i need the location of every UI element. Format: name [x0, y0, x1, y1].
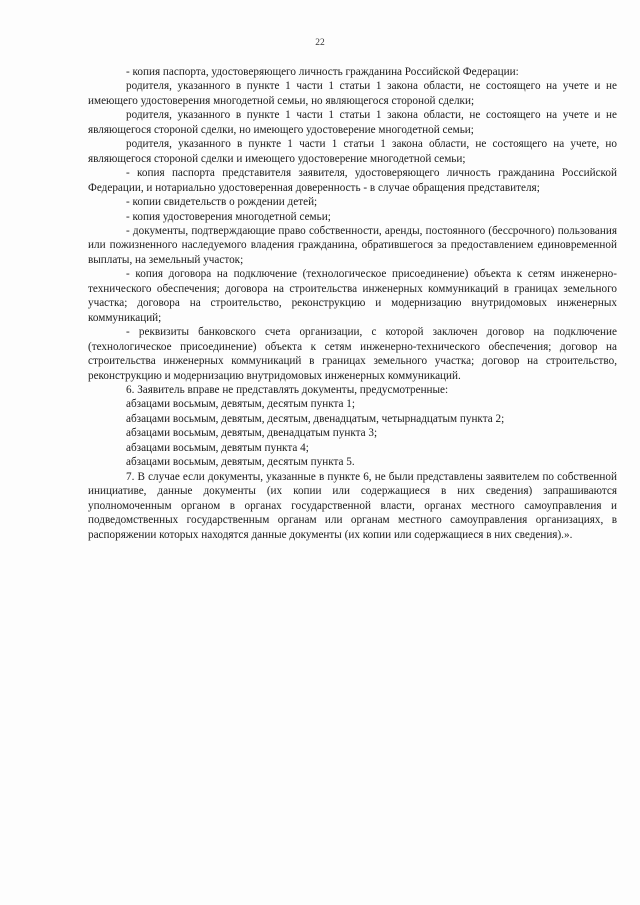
paragraph-representative-passport: - копия паспорта представителя заявителя, удостоверяющего личность гражданина Российской Федерации, и нотариально удостоверенная доверенность - в случае обращения представителя;	[88, 167, 617, 194]
paragraph-land-rights-documents: - документы, подтверждающие право собственности, аренды, постоянного (бессрочного) пользования или пожизненного наследуемого владения гражданина, обратившегося за предоставлением единовременной выплаты, на земельный участок;	[88, 224, 617, 266]
paragraph-bank-details: - реквизиты банковского счета организации, с которой заключен договор на подключение (технологическое присоединение) объекта к сетям инженерно-технического обеспечения; договор на строительства инженерных коммуникаций в границах земельного участка; договор на строительство, реконструкцию и модернизацию внутридомовых инженерных коммуникаций.	[88, 326, 617, 382]
paragraph-item-6-clause-5: абзацами восьмым, девятым, десятым пункта 5.	[126, 456, 355, 469]
paragraph-parent-case-3: родителя, указанного в пункте 1 части 1 статьи 1 закона области, не состоящего на учете, но являющегося стороной сделки и имеющего удостоверение многодетной семьи;	[88, 138, 617, 165]
paragraph-item-6-clause-4: абзацами восьмым, девятым пункта 4;	[126, 441, 309, 454]
paragraph-item-6-clause-1: абзацами восьмым, девятым, десятым пункта 1;	[126, 398, 355, 411]
paragraph-item-6-clause-3: абзацами восьмым, девятым, двенадцатым пункта 3;	[126, 427, 378, 440]
paragraph-birth-certificates: - копии свидетельств о рождении детей;	[126, 196, 318, 209]
paragraph-passport-copy: - копия паспорта, удостоверяющего личность гражданина Российской Федерации:	[126, 66, 519, 78]
document-body	[88, 65, 617, 542]
paragraph-parent-case-1: родителя, указанного в пункте 1 части 1 статьи 1 закона области, не состоящего на учете и не имеющего удостоверения многодетной семьи, но являющегося стороной сделки;	[88, 80, 617, 107]
page-number: 22	[315, 38, 325, 48]
paragraph-item-6-clause-2: абзацами восьмым, девятым, десятым, двенадцатым, четырнадцатым пункта 2;	[126, 412, 505, 425]
paragraph-connection-contract: - копия договора на подключение (технологическое присоединение) объекта к сетям инженерно-технического обеспечения; договора на строительства инженерных коммуникаций в границах земельного участка; договора на строительство, реконструкцию и модернизацию внутридомовых инженерных коммуникаций;	[88, 268, 617, 324]
paragraph-parent-case-2: родителя, указанного в пункте 1 части 1 статьи 1 закона области, не состоящего на учете и не являющегося стороной сделки, но имеющего удостоверение многодетной семьи;	[88, 109, 617, 136]
paragraph-item-6: 6. Заявитель вправе не представлять документы, предусмотренные:	[126, 383, 449, 396]
paragraph-item-7: 7. В случае если документы, указанные в пункте 6, не были представлены заявителем по собственной инициативе, данные документы (их копии или содержащиеся в них сведения) запрашиваются уполномоченным органом в органах государственной власти, органах местного самоуправления и подведомственных государственным органам или органам местного самоуправления организациях, в распоряжении которых находятся данные документы (их копии или содержащиеся в них сведения).».	[88, 470, 617, 541]
paragraph-large-family-certificate: - копия удостоверения многодетной семьи;	[126, 210, 331, 223]
